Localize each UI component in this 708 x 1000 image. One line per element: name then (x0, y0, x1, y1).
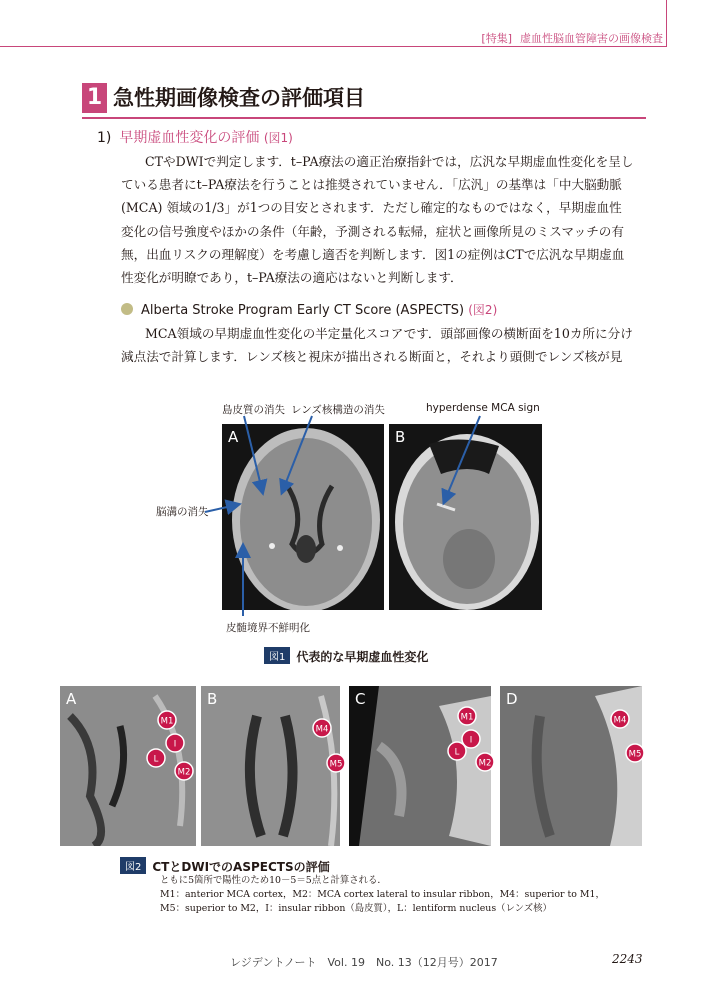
annotation-sulci-loss: 脳溝の消失 (156, 506, 209, 518)
paragraph-1-line-5: 無，出血リスクの理解度）を考慮し適否を判断します．図1の症例はCTで広汎な早期虚血 (121, 246, 625, 262)
marker-c-i-label: I (469, 735, 473, 746)
marker-b-m5 (327, 754, 345, 772)
figure-2-panel-d-label: D (506, 690, 518, 708)
section-number: 1 (82, 83, 107, 113)
subsection-2-title: Alberta Stroke Program Early CT Score (ASPECTS) (141, 303, 465, 318)
paragraph-1-line-1: CTやDWIで判定します．t–PA療法の適正治療指針では，広汎な早期虚血性変化を呈し (145, 154, 634, 169)
marker-a-l (147, 749, 165, 767)
marker-b-m5-label: M5 (329, 759, 343, 770)
figure-2-caption-text: CTとDWIでのASPECTSの評価 (152, 860, 330, 874)
header-title: 虚血性脳血管障害の画像検査 (520, 32, 663, 45)
annotation-insular-loss: 島皮質の消失 (222, 404, 285, 416)
figure-2-panel-b-label: B (207, 690, 218, 708)
figure-1-panel-b-label: B (395, 428, 406, 446)
page-number: 2243 (612, 952, 643, 966)
figure-2-panel-a-label: A (66, 690, 77, 708)
marker-c-m1-label: M1 (460, 712, 474, 723)
paragraph-1-line-2: ている患者にt–PA療法を行うことは推奨されていません．「広汎」の基準は「中大脳動脈 (121, 177, 622, 193)
subsection-2-figure-ref[interactable]: (図2) (468, 303, 498, 317)
marker-d-m5 (626, 744, 644, 762)
marker-a-m1 (158, 711, 176, 729)
subsection-1-number: 1) (97, 130, 112, 146)
paragraph-2-line-2: 減点法で計算します．レンズ核と視床が描出される断面と，それより頭側でレンズ核が見 (121, 349, 623, 365)
marker-c-m1 (458, 707, 476, 725)
marker-a-m2 (175, 762, 193, 780)
marker-c-m2-label: M2 (478, 758, 492, 769)
marker-d-m4 (611, 710, 629, 728)
annotation-gm-wm-blur: 皮髄境界不鮮明化 (226, 622, 310, 634)
marker-c-l (448, 742, 466, 760)
marker-a-l-label: L (153, 754, 159, 765)
header-tag: [特集] (481, 32, 512, 45)
figure-2-note-2: M1：anterior MCA cortex，M2：MCA cortex lateral to insular ribbon，M4：superior to M1， (160, 889, 605, 900)
figure-2-tag: 図2 (120, 857, 146, 874)
footer-journal: レジデントノート Vol. 19 No. 13（12月号）2017 (230, 956, 498, 969)
marker-a-i-label: I (173, 739, 177, 750)
subsection-1-figure-ref[interactable]: (図1) (263, 131, 293, 145)
paragraph-1-line-3: (MCA) 領域の1/3」が1つの目安とされます．ただし確定的なものではなく，早期虚血性 (121, 200, 622, 216)
section-title: 急性期画像検査の評価項目 (113, 86, 365, 110)
marker-a-m1-label: M1 (160, 716, 174, 727)
figure-2-caption (120, 857, 330, 875)
marker-c-m2 (476, 753, 494, 771)
marker-c-l-label: L (454, 747, 460, 758)
annotation-lentiform-loss: レンズ核構造の消失 (291, 404, 385, 416)
figure-2-note-1: ともに5箇所で陽性のため10－5＝5点と計算される． (160, 875, 387, 886)
figure-2-note-3: M5：superior to M2，I：insular ribbon（島皮質），L：lentiform nucleus（レンズ核） (160, 903, 552, 914)
figure-2-panel-c-label: C (355, 690, 366, 708)
marker-d-m5-label: M5 (628, 749, 642, 760)
subsection-1-title: 早期虚血性変化の評価 (119, 130, 260, 146)
annotation-hyperdense-mca: hyperdense MCA sign (426, 402, 540, 414)
paragraph-1-line-4: 変化の信号強度やほかの条件（年齢，予測される転帰，症状と画像所見のミスマッチの有 (121, 223, 624, 239)
figure-1-panel-a-label: A (228, 428, 239, 446)
marker-d-m4-label: M4 (613, 715, 627, 726)
marker-b-m4-label: M4 (315, 724, 329, 735)
marker-b-m4 (313, 719, 331, 737)
figure-1-caption-text: 代表的な早期虚血性変化 (296, 650, 429, 664)
figure-1-tag: 図1 (264, 647, 290, 664)
paragraph-2-line-1: MCA領域の早期虚血性変化の半定量化スコアです．頭部画像の横断面を10カ所に分け (145, 326, 633, 341)
marker-a-m2-label: M2 (177, 767, 191, 778)
marker-a-i (166, 734, 184, 752)
paragraph-1-line-6: 性変化が明瞭であり，t–PA療法の適応はないと判断します． (121, 270, 463, 286)
